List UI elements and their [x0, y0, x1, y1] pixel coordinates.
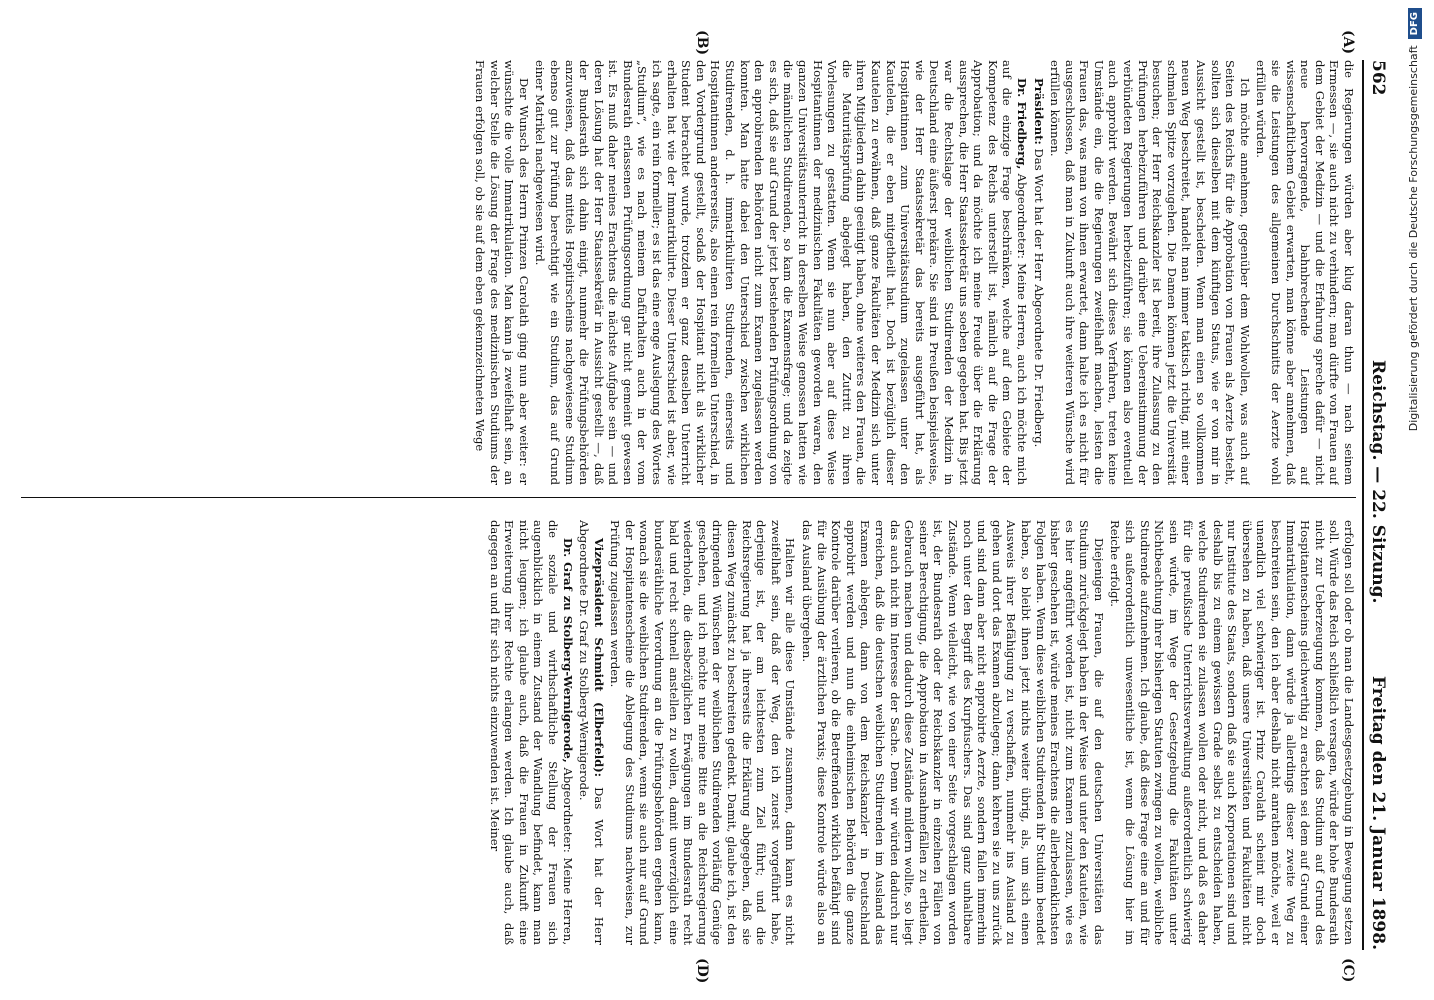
right-column: [21, 520, 1356, 945]
section-marker-d: (D): [694, 958, 710, 984]
speaker-paragraph: Präsident: Das Wort hat der Herr Abgeordnete Dr. Friedberg.: [1031, 78, 1046, 448]
speaker-paragraph: Dr. Friedberg, Abgeordneter: Meine Herren, auch ich möchte mich auf die einzige Frage beschränken, welche auf dem Gebiete der Kompetenz des Reichs unterstellt ist, nämlich auf die Frage der Approbation; und da möchte ich meine Freude über die Erklärung aussprechen, die Herr Staatssekretär uns soeben gegeben hat. Bis jetzt war die Rechtslage der weiblichen Studirenden der Medizin in Deutschland eine äußerst prekäre. Sie sind in Preußen beispielsweise, wie der Herr Staatssekretär das bereits ausgeführt hat, als Hospitantinnen zum Universitätsstudium zugelassen unter den Kautelen, die er eben mitgetheilt hat. Doch ist bezüglich dieser Kautelen zu erwähnen, daß ganze Fakultäten der Medizin sich unter ihren Mitgliedern dahin geeinigt haben, ohne weiteres den Frauen, die die Maturitätsprüfung abgelegt haben, den Zutritt zu ihren Vorlesungen zu gestatten. Wenn sie nun aber auf diese Weise Hospitantinnen der medizinischen Fakultäten geworden waren, den ganzen Universitätsunterricht in derselben Weise genossen hatten wie die männlichen Studirenden, so kam die Examensfrage; und da zeigte es sich, daß sie auf Grund der jetzt bestehenden Prüfungsordnung von den approbirenden Behörden nicht zum Examen zugelassen werden konnten. Man hatte dabei den Unterschied zwischen wirklichen Studirenden, d. h. immatrikulirten Studirenden, einerseits und Hospitantinnen andererseits, also einen rein formellen Unterschied, in den Vordergrund gestellt, sodaß der Hospitant nicht als wirklicher Student betrachtet wurde, trotzdem er ganz denselben Unterricht erhalten hat wie der Immatrikulirte. Dieser Unterschied ist aber, wie ich sagte, ein rein formeller; es ist das eine enge Auslegung des Wortes „Studium“, wie es nach meinem Dafürhalten auch in der vom Bundesrath erlassenen Prüfungsordnung gar nicht gemeint gewesen ist. Es muß daher meines Erachtens die nächste Aufgabe sein — und deren Lösung hat der Herr Staatssekretär in Aussicht gestellt —, daß der Bundesrath sich dahin einigt, nunmehr die Prüfungsbehörden anzuweisen, daß das mittels Hospitirscheins nachgewiesene Studium ebenso gut zur Prüfung berechtigt wie ein Studium, das auf Grund einer Matrikel nachgewiesen wird.: [533, 60, 1029, 485]
speaker-paragraph: Dr. Graf zu Stolberg-Wernigerode, Abgeordneter: Meine Herren, die soziale und wirthschaftliche Stellung der Frauen sich augenblicklich in einem Zustand der Wandlung befindet, kann man nicht leugnen; ich glaube auch, daß die Frauen in Zukunft eine Erweiterung ihrer Rechte erlangen werden. Ich glaube auch, daß dagegen an und für sich nichts einzuwenden ist. Meiner: [487, 520, 575, 945]
section-marker-c: (C): [1340, 958, 1356, 983]
column-divider: [21, 497, 1356, 498]
paragraph: Diejenigen Frauen, die auf den deutschen Universitäten das Studium zurückgelegt haben in der Weise und unter den Kautelen, wie es hier angeführt worden ist, nicht zum Examen zuzulassen, wie es bisher geschehen ist, würde meines Erachtens die allerbedenklichsten Folgen haben. Wenn diese weiblichen Studirenden ihr Studium beendet haben, so bleibt ihnen jetzt nichts weiter übrig, als, um sich einen Ausweis ihrer Befähigung zu verschaffen, nunmehr ins Ausland zu gehen und dort das Examen abzulegen; dann kehren sie zu uns zurück und sind dann aber nicht approbirte Aerzte, sondern fallen immerhin noch unter den Begriff des Kurpfuschers. Das sind ganz unhaltbare Zustände. Wenn vielleicht, wie von einer Seite vorgeschlagen worden ist, der Bundesrath oder der Reichskanzler in einzelnen Fällen von seiner Berechtigung, die Approbation in Ausnahmefällen zu ertheilen, Gebrauch machen und dadurch diese Zustände mildern wollte, so liegt das auch nicht im Interesse der Sache. Denn wir würden dadurch nur erreichen, daß die deutschen weiblichen Studirenden im Ausland das Examen ablegen, dann von dem Reichskanzler in Deutschland approbirt werden und nun die einheimischen Behörden die ganze Kontrole darüber verlieren, ob die Betreffenden wirklich befähigt sind für die Ausübung der ärztlichen Praxis; diese Kontrole würde also an das Ausland übergehen.: [800, 520, 1106, 945]
section-marker-a: (A): [1340, 30, 1356, 55]
paragraph: Ich möchte annehmen, gegenüber dem Wohlwollen, was auch auf Seiten des Reichs für die Approbation von Frauen als Aerzte besteht, sollten sich dieselben mit dem künftigen Status, wie er von mir in Aussicht gestellt ist, bescheiden. Wenn man einen so vollkommen neuen Weg beschreitet, handelt man immer taktisch richtig, mit einer schmalen Spitze vorzugehen. Die Damen können jetzt die Universität besuchen; der Herr Reichskanzler ist bereit, ihre Zulassung zu den Prüfungen herbeizuführen und darüber eine Uebereinstimmung der verbündeten Regierungen herbeizuführen; sie können also eventuell auch approbirt werden. Bewährt sich dieses Verfahren, treten keine Umstände ein, die die Regierungen zweifelhaft machen, leisten die Frauen das, was man von ihnen erwartet, dann halte ich es nicht für ausgeschlossen, daß man in Zukunft auch ihre weiteren Wünsche wird erfüllen können.: [1048, 60, 1252, 485]
page-date: Freitag den 21. Januar 1898.: [1368, 675, 1388, 950]
page-title: Reichstag. — 22. Sitzung.: [1368, 360, 1388, 604]
page-number: 562: [1368, 60, 1388, 96]
left-column: [21, 60, 1356, 485]
speaker-name: Dr. Graf zu Stolberg-Wernigerode,: [560, 538, 575, 763]
paragraph: erfolgen soll oder ob man die Landesgesetzgebung in Bewegung setzen soll. Würde das Reich schließlich versagen, würde der hohe Bundesrath nicht zur Ueberzeugung kommen, daß das Studium auf Grund des Hospitantenscheins gleichwerthig zu erachten sei dem auf Grund einer Immatrikulation, dann würde ja allerdings dieser zweite Weg zu beschreiten sein, den ich aber deshalb nicht anrathen möchte, weil er unendlich viel schwieriger ist. Prinz Carolath scheint mir doch übersehen zu haben, daß unsere Universitäten und Fakultäten nicht nur Institute des Staats, sondern daß sie auch Korporationen sind und deshalb bis zu einem gewissen Grade selbst zu entscheiden haben, welche Studirenden sie zulassen wollen oder nicht, und daß es daher für die preußische Unterrichtsverwaltung außerordentlich schwierig sein würde, im Wege der Gesetzgebung die Fakultäten unter Nichtbeachtung ihrer bisherigen Statuten zwingen zu wollen, weibliche Studirende aufzunehmen. Ich glaube, daß diese Frage eine an und für sich außerordentlich unwesentliche ist, wenn die Lösung hier im Reiche erfolgt.: [1108, 520, 1356, 945]
speaker-name: Vizepräsident Schmidt (Elberfeld):: [591, 538, 606, 777]
dfg-logo: DFG: [1408, 8, 1422, 39]
section-marker-b: (B): [694, 30, 710, 56]
paragraph: Halten wir alle diese Umstände zusammen, dann kann es nicht zweifelhaft sein, daß der Weg, den ich zuerst vorgeführt habe, derjenige ist, der am leichtesten zum Ziel führt; und die Reichsregierung hat ja ihrerseits die Erklärung abgegeben, daß sie diesen Weg zunächst zu beschreiten gedenkt. Damit, glaube ich, ist den dringenden Wünschen der weiblichen Studirenden vorläufig Genüge geschehen, und ich möchte nur meine Bitte an die Reichsregierung wiederholen, die diesbezüglichen Erwägungen im Bundesrath recht bald und recht schnell anstellen zu wollen, damit unverzüglich eine bundesräthliche Verordnung an die Prüfungsbehörden ergehen kann, wonach sie die weiblichen Studirenden, wenn sie auch nur auf Grund der Hospitantenscheine die Ablegung des Studiums nachweisen, zur Prüfung zugelassen werden.: [608, 520, 798, 945]
speaker-name: Präsident:: [1031, 78, 1046, 145]
speaker-name: Dr. Friedberg,: [1014, 78, 1029, 170]
speaker-paragraph: Vizepräsident Schmidt (Elberfeld): Das Wort hat der Herr Abgeordnete Dr. Graf zu Stolberg-Wernigerode.: [577, 520, 606, 945]
credit-text: Digitalisierung gefördert durch die Deutsche Forschungsgemeinschaft: [1407, 45, 1420, 432]
paragraph: die Regierungen würden aber klug daran thun — nach seinem Ermessen —, sie auch nicht zu verhindern; man dürfte von Frauen auf dem Gebiet der Medizin — und die Erfahrung spreche dafür — nicht neue hervorragende, bahnbrechende Leistungen auf wissenschaftlichem Gebiet erwarten, man könne aber annehmen, daß sie die Leistungen des allgemeinen Durchschnitts der Aerzte wohl erfüllen würden.: [1254, 60, 1356, 485]
paragraph: Der Wunsch des Herrn Prinzen Carolath ging nun aber weiter: er wünschte die volle Immatrikulation. Man kann ja zweifelhaft sein, an welcher Stelle die Lösung der Frage des medizinischen Studiums der Frauen erfolgen soll, ob sie auf dem eben gekennzeichneten Wege: [472, 60, 531, 485]
page-header: [1362, 60, 1392, 950]
digitization-credit: [1405, 8, 1423, 992]
